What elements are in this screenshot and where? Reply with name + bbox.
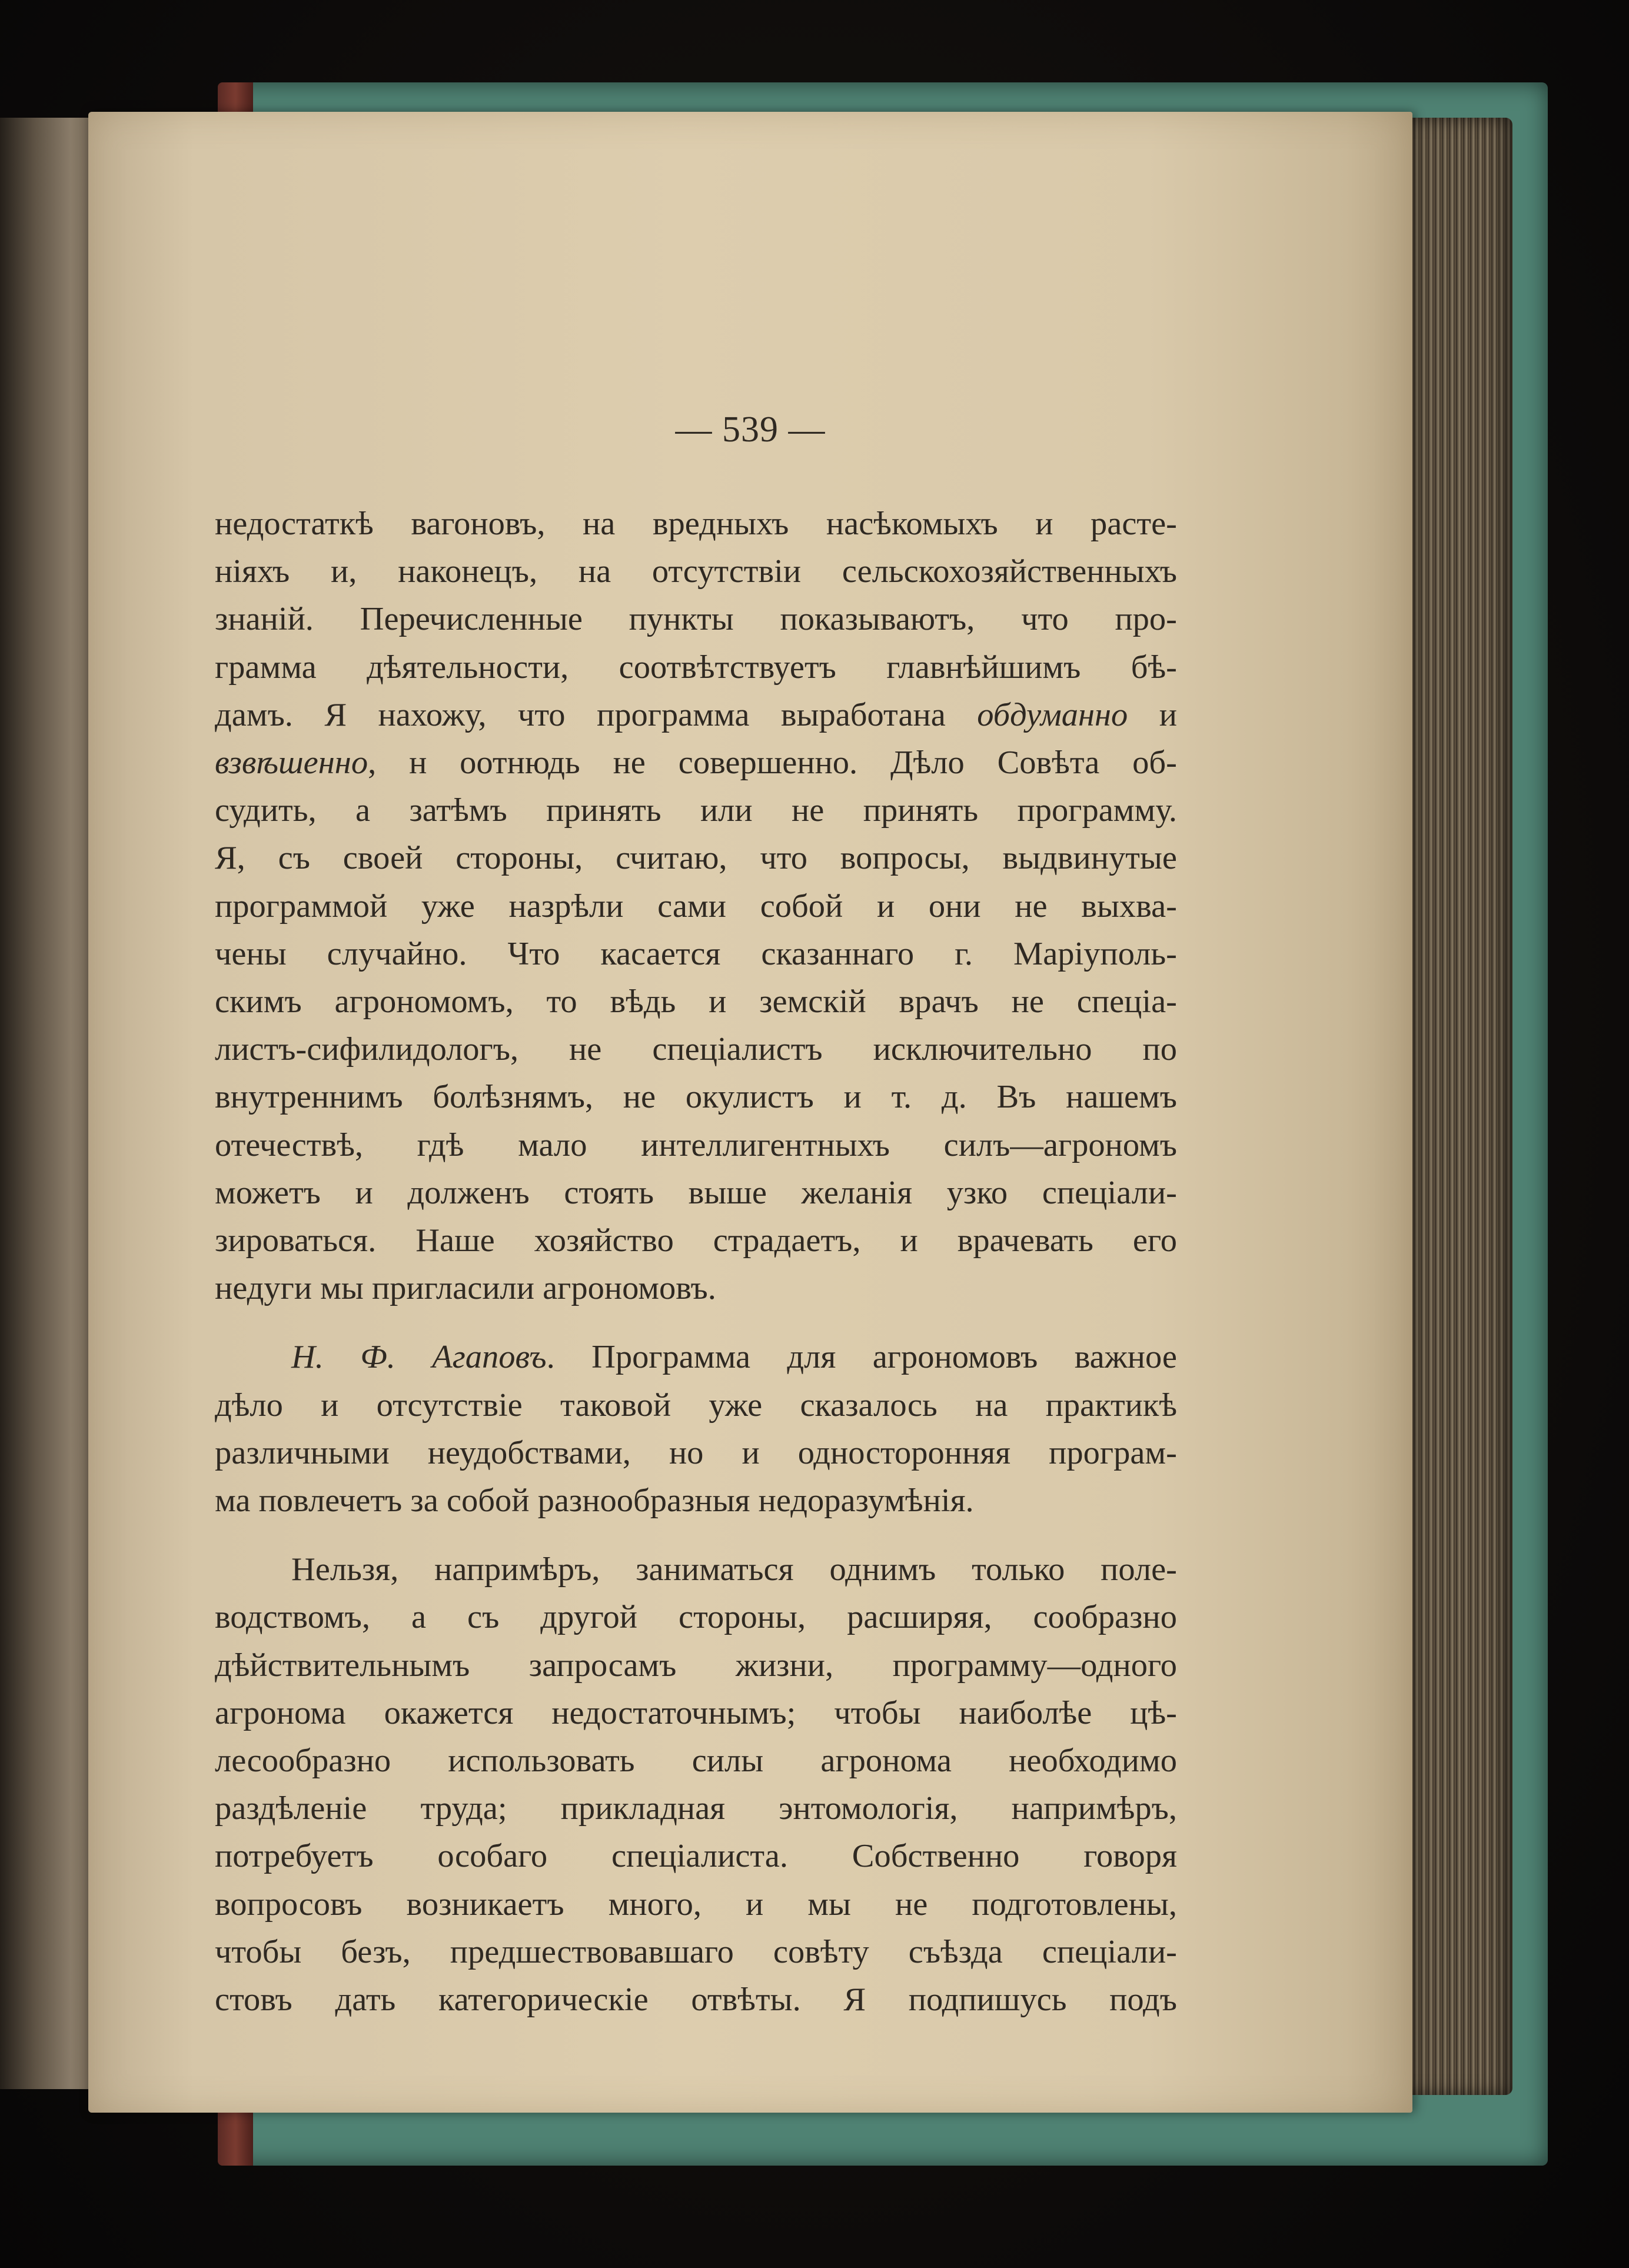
- italic-emphasis: взвѣшенно: [215, 744, 368, 782]
- page-number: — 539 —: [675, 410, 826, 450]
- text-line: можетъ и долженъ стоять выше желанія узко спеціали-: [215, 1174, 1177, 1211]
- text-line: дѣйствительнымъ запросамъ жизни, программу—одного: [215, 1647, 1177, 1684]
- text-line: водствомъ, а съ другой стороны, расширяя, сообразно: [215, 1599, 1177, 1636]
- text-line: Я, съ своей стороны, считаю, что вопросы, выдвинутые: [215, 840, 1177, 877]
- paragraph-gap: [215, 1312, 1177, 1333]
- text-line: раздѣленіе труда; прикладная энтомологія, напримѣръ,: [215, 1790, 1177, 1827]
- text-line: взвѣшенно, н оотнюдь не совершенно. Дѣло Совѣта об-: [215, 744, 1177, 782]
- text-line: отечествѣ, гдѣ мало интеллигентныхъ силъ—агрономъ: [215, 1126, 1177, 1163]
- text-line: вопросовъ возникаетъ много, и мы не подготовлены,: [215, 1885, 1177, 1923]
- text-line: агронома окажется недостаточнымъ; чтобы наиболѣе цѣ-: [215, 1694, 1177, 1731]
- text-line: листъ-сифилидологъ, не спеціалистъ исключительно по: [215, 1031, 1177, 1068]
- text-line: лесообразно использовать силы агронома необходимо: [215, 1742, 1177, 1780]
- text-line: дѣло и отсутствіе таковой уже сказалось на практикѣ: [215, 1386, 1177, 1424]
- text-line: зироваться. Наше хозяйство страдаетъ, и врачевать его: [215, 1222, 1177, 1259]
- speaker-name: Н. Ф. Агаповъ: [291, 1339, 547, 1376]
- text-line: ніяхъ и, наконецъ, на отсутствіи сельскохозяйственныхъ: [215, 553, 1177, 590]
- facing-page-edge: [0, 118, 88, 2089]
- text-line: стовъ дать категорическіе отвѣты. Я подпишусь подъ: [215, 1981, 1177, 2018]
- text-line: знаній. Перечисленные пункты показываютъ, что про-: [215, 601, 1177, 638]
- text-line: чтобы безъ, предшествовавшаго совѣту съѣзда спеціали-: [215, 1933, 1177, 1970]
- text-line: программой уже назрѣли сами собой и они не выхва-: [215, 887, 1177, 925]
- paragraph-gap: [215, 1525, 1177, 1546]
- text-line: грамма дѣятельности, соотвѣтствуетъ главнѣйшимъ бѣ-: [215, 649, 1177, 686]
- text-line: судить, а затѣмъ принять или не принять программу.: [215, 792, 1177, 829]
- book-page: [88, 112, 1412, 2113]
- text-line: недостаткѣ вагоновъ, на вредныхъ насѣкомыхъ и расте-: [215, 506, 1177, 542]
- text-line: недуги мы пригласили агрономовъ.: [215, 1270, 716, 1307]
- italic-emphasis: обдуманно: [977, 696, 1128, 733]
- text-line: чены случайно. Что касается сказаннаго г. Маріуполь-: [215, 935, 1177, 972]
- text-line: ма повлечетъ за собой разнообразныя недоразумѣнія.: [215, 1482, 974, 1519]
- text-line: Н. Ф. Агаповъ. Программа для агрономовъ важное: [291, 1339, 1178, 1376]
- text-line: Нельзя, напримѣръ, заниматься однимъ только поле-: [291, 1551, 1177, 1588]
- text-line: внутреннимъ болѣзнямъ, не окулистъ и т. д. Въ нашемъ: [215, 1079, 1177, 1116]
- text-line: потребуетъ особаго спеціалиста. Собственно говоря: [215, 1838, 1177, 1875]
- text-line: дамъ. Я нахожу, что программа выработана обдуманно и: [215, 696, 1177, 733]
- text-line: скимъ агрономомъ, то вѣдь и земскій врачъ не спеціа-: [215, 983, 1177, 1020]
- page-text: [215, 500, 1177, 2024]
- text-line: различными неудобствами, но и односторонняя програм-: [215, 1434, 1177, 1471]
